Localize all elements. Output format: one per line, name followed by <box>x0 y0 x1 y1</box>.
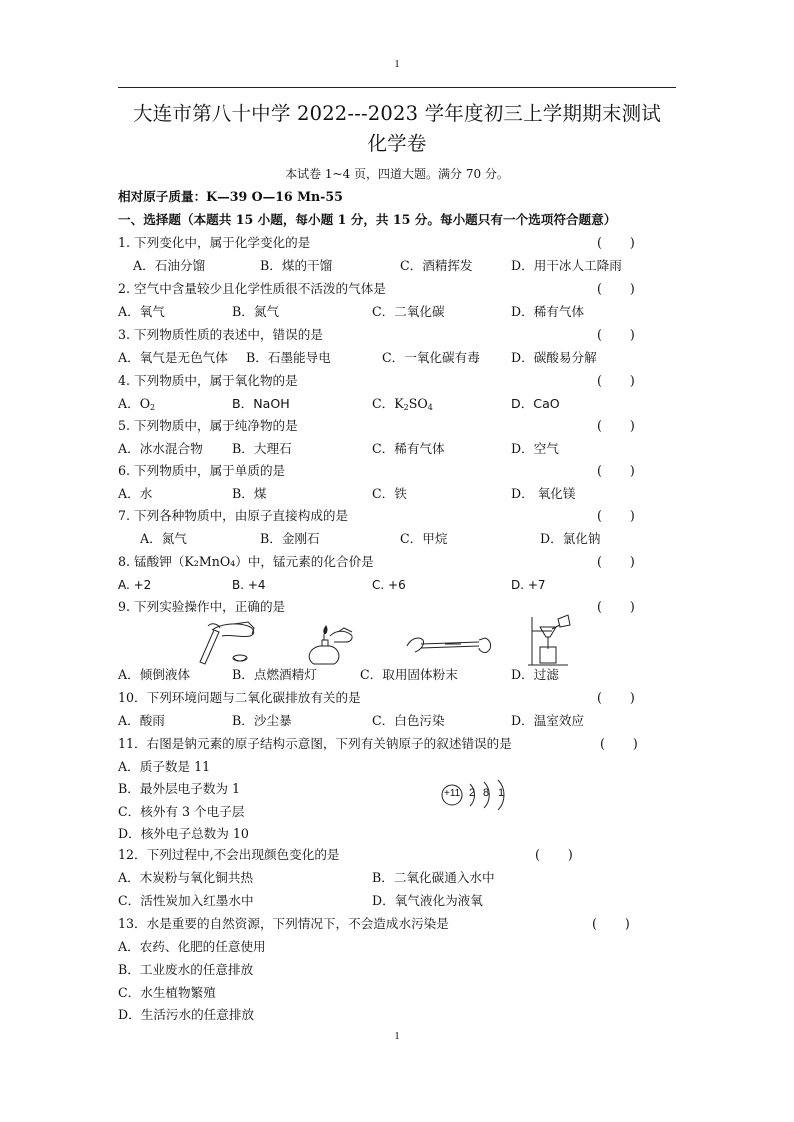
option: C．二氧化碳 <box>372 304 445 319</box>
answer-blank: ( ) <box>597 235 635 250</box>
question-stem: 1. 下列变化中，属于化学变化的是 <box>118 235 311 250</box>
question-stem: 4. 下列物质中，属于氧化物的是 <box>118 373 298 388</box>
option: B．氮气 <box>232 304 280 319</box>
shell-electrons: 1 <box>498 787 505 799</box>
option: C. +6 <box>372 578 406 592</box>
option: D．生活污水的任意排放 <box>118 1007 255 1022</box>
option: D．空气 <box>511 441 559 456</box>
footer-page-number: 1 <box>394 1030 400 1042</box>
question-stem: 8. 锰酸钾（K₂MnO₄）中，锰元素的化合价是 <box>118 554 374 569</box>
answer-blank: ( ) <box>597 599 635 614</box>
answer-blank: ( ) <box>597 281 635 296</box>
option: A．氮气 <box>140 531 187 546</box>
option: A．石油分馏 <box>133 258 206 273</box>
question-stem: 7. 下列各种物质中，由原子直接构成的是 <box>118 508 349 523</box>
option: B．最外层电子数为 1 <box>118 781 241 796</box>
intro-text: 本试卷 1~4 页，四道大题。满分 70 分。 <box>285 167 509 181</box>
option: B．NaOH <box>232 396 290 411</box>
answer-blank: ( ) <box>600 736 638 751</box>
option: B．煤的干馏 <box>260 258 333 273</box>
option: C．水生植物繁殖 <box>118 985 216 1000</box>
option: B．二氧化碳通入水中 <box>372 870 495 885</box>
answer-blank: ( ) <box>597 373 635 388</box>
option: B．沙尘暴 <box>232 713 292 728</box>
exam-subtitle: 化学卷 <box>367 132 427 155</box>
option: D．核外电子总数为 10 <box>118 826 249 841</box>
sodium-atom-diagram <box>440 778 520 812</box>
shell-electrons: 8 <box>483 787 490 799</box>
option: D．用干冰人工降雨 <box>511 258 622 273</box>
option: B．石墨能导电 <box>246 350 331 365</box>
option: D．碳酸易分解 <box>511 350 597 365</box>
answer-blank: ( ) <box>597 508 635 523</box>
option: C．白色污染 <box>372 713 445 728</box>
filtration-illustration <box>522 613 574 669</box>
answer-blank: ( ) <box>535 847 573 862</box>
header-rule <box>118 87 676 88</box>
option: A．木炭粉与氧化铜共热 <box>118 870 254 885</box>
answer-blank: ( ) <box>592 916 630 931</box>
option: C．取用固体粉末 <box>360 667 458 682</box>
option: D．氧气液化为液氧 <box>372 893 483 908</box>
atomic-mass-line: 相对原子质量：K—39 O—16 Mn-55 <box>118 189 343 204</box>
answer-blank: ( ) <box>597 327 635 342</box>
option: C．甲烷 <box>400 531 448 546</box>
option: A．质子数是 11 <box>118 759 211 774</box>
option: B．大理石 <box>232 441 292 456</box>
option: C．酒精挥发 <box>400 258 473 273</box>
option: C．一氧化碳有毒 <box>382 350 480 365</box>
option: C．活性炭加入红墨水中 <box>118 893 254 908</box>
alcohol-lamp-illustration <box>300 624 360 668</box>
option: B. +4 <box>232 578 266 592</box>
option: A．酸雨 <box>118 713 165 728</box>
option: D． 氧化镁 <box>511 486 576 501</box>
option: A．农药、化肥的任意使用 <box>118 939 266 954</box>
option: A．倾倒液体 <box>118 667 191 682</box>
header-page-number: 1 <box>394 58 400 70</box>
option: D. +7 <box>511 578 546 592</box>
question-stem: 6. 下列物质中，属于单质的是 <box>118 463 286 478</box>
solid-powder-illustration <box>405 630 495 660</box>
option: B．煤 <box>232 486 267 501</box>
option: D．过滤 <box>511 667 559 682</box>
question-stem: 11．右图是钠元素的原子结构示意图，下列有关钠原子的叙述错误的是 <box>118 736 512 751</box>
answer-blank: ( ) <box>597 463 635 478</box>
question-stem: 3. 下列物质性质的表述中，错误的是 <box>118 327 323 342</box>
option: C．稀有气体 <box>372 441 445 456</box>
question-stem: 5. 下列物质中，属于纯净物的是 <box>118 418 298 433</box>
answer-blank: ( ) <box>597 418 635 433</box>
option: A．氧气 <box>118 304 165 319</box>
option: D．温室效应 <box>511 713 585 728</box>
section-heading: 一、选择题（本题共 15 小题，每小题 1 分，共 15 分。每小题只有一个选项符合题意） <box>118 212 617 227</box>
option: C．铁 <box>372 486 407 501</box>
option: C．核外有 3 个电子层 <box>118 804 245 819</box>
exam-title: 大连市第八十中学 2022---2023 学年度初三上学期期末测试 <box>132 102 662 125</box>
option: A．$O_2$ <box>118 396 156 412</box>
pour-liquid-illustration <box>190 620 262 668</box>
question-stem: 12．下列过程中,不会出现颜色变化的是 <box>118 847 340 862</box>
option: D．CaO <box>511 396 560 411</box>
option: A．冰水混合物 <box>118 441 203 456</box>
question-stem: 9. 下列实验操作中，正确的是 <box>118 599 286 614</box>
option: A．氧气是无色气体 <box>118 350 228 365</box>
option: D．稀有气体 <box>511 304 585 319</box>
nucleus-charge: +11 <box>444 788 461 799</box>
question-stem: 2. 空气中含量较少且化学性质很不活泼的气体是 <box>118 281 386 296</box>
answer-blank: ( ) <box>597 690 635 705</box>
option: B．金刚石 <box>260 531 320 546</box>
question-stem: 13．水是重要的自然资源，下列情况下，不会造成水污染是 <box>118 916 449 931</box>
shell-electrons: 2 <box>469 787 476 799</box>
option: C．$K_2SO_4$ <box>372 396 433 412</box>
option: B．工业废水的任意排放 <box>118 962 254 977</box>
option: B．点燃酒精灯 <box>232 667 317 682</box>
option: A．水 <box>118 486 153 501</box>
question-stem: 10．下列环境问题与二氧化碳排放有关的是 <box>118 690 361 705</box>
option: A. +2 <box>118 578 152 592</box>
option: D．氯化钠 <box>540 531 601 546</box>
answer-blank: ( ) <box>597 554 635 569</box>
